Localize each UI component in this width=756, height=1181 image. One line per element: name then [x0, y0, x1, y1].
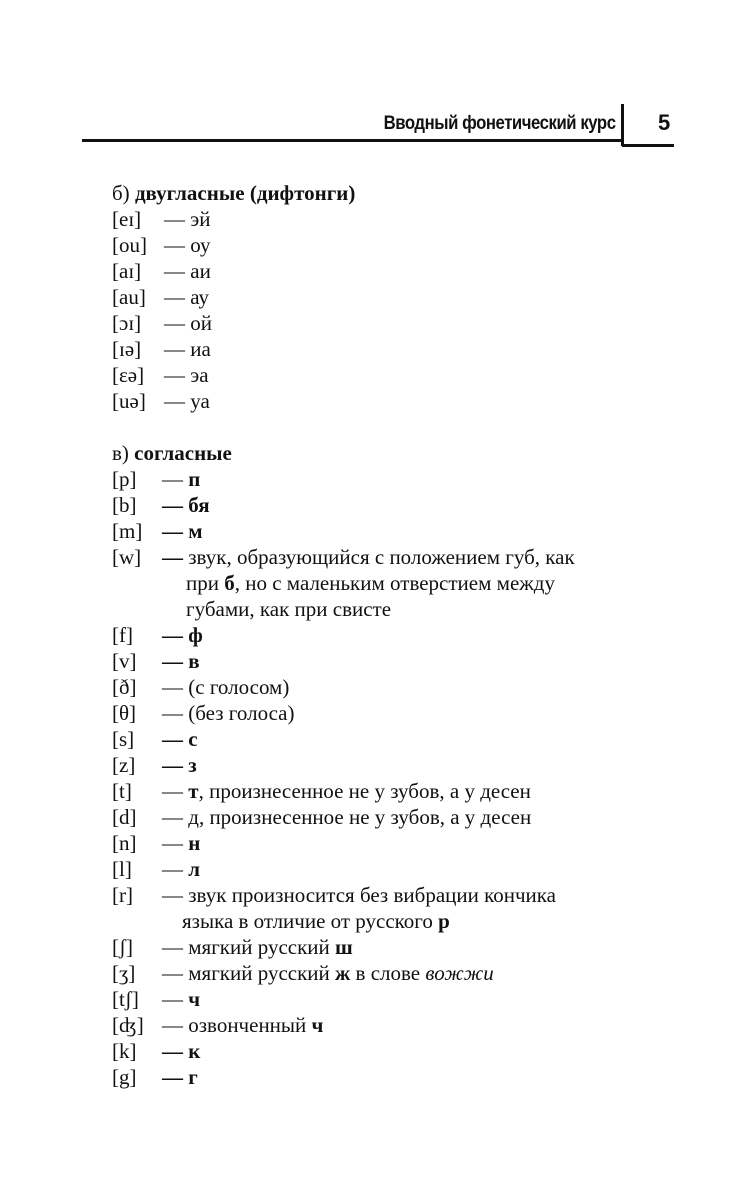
pronunciation-text: ой — [190, 311, 212, 335]
running-header-title: Вводный фонетический курс — [384, 113, 616, 134]
dash: — — [162, 831, 183, 855]
phonetic-symbol: [l] — [112, 857, 132, 881]
phonetic-symbol: [g] — [112, 1065, 137, 1089]
text-bold: р — [438, 909, 450, 933]
pronunciation — [164, 310, 712, 336]
dash: — — [162, 675, 183, 699]
dash: — — [164, 311, 185, 335]
consonant-row — [112, 1064, 712, 1090]
text-italic: вожжи — [425, 961, 494, 985]
pronunciation-text: ф — [188, 623, 203, 647]
consonant-row — [112, 648, 712, 674]
dash: — — [162, 857, 183, 881]
heading-text: согласные — [134, 441, 232, 465]
pronunciation-text: звук произносится без вибрации кончика — [188, 883, 556, 907]
diphthong-row — [112, 206, 712, 232]
phonetic-symbol: [ɔɪ] — [112, 311, 142, 335]
phonetic-symbol: [s] — [112, 727, 135, 751]
text-part: мягкий русский — [188, 935, 336, 959]
pronunciation-text: иа — [190, 337, 211, 361]
phonetic-symbol: [ɛə] — [112, 363, 145, 387]
pronunciation — [162, 518, 712, 544]
pronunciation-text: звук, образующийся с положением губ, как — [188, 545, 575, 569]
page-number: 5 — [658, 110, 671, 135]
phonetic-symbol: [n] — [112, 831, 137, 855]
pronunciation — [164, 258, 712, 284]
phonetic-symbol: [ou] — [112, 233, 147, 257]
consonant-row — [112, 518, 712, 544]
pronunciation — [164, 362, 712, 388]
dash: — — [162, 649, 183, 673]
phonetic-symbol: [w] — [112, 545, 142, 569]
pronunciation — [162, 1012, 712, 1038]
pronunciation — [162, 856, 712, 882]
dash: — — [164, 259, 185, 283]
consonant-row — [112, 882, 712, 934]
text-part: мягкий русский — [188, 961, 336, 985]
consonant-row — [112, 674, 712, 700]
pronunciation — [162, 752, 712, 778]
diphthong-row — [112, 284, 712, 310]
pronunciation-text: м — [188, 519, 203, 543]
text-part: д — [188, 805, 199, 829]
phonetic-symbol: [aɪ] — [112, 259, 142, 283]
phonetic-symbol: [d] — [112, 805, 137, 829]
pronunciation-text: оу — [190, 233, 211, 257]
heading-text: двугласные (дифтонги) — [134, 181, 356, 205]
phonetic-symbol: [r] — [112, 883, 133, 907]
pronunciation-text: эа — [190, 363, 209, 387]
pronunciation-text: з — [188, 753, 197, 777]
pronunciation — [162, 466, 712, 492]
dash: — — [162, 779, 183, 803]
text-bold: ж — [335, 961, 351, 985]
pronunciation — [162, 934, 712, 960]
dash: — — [164, 285, 185, 309]
consonant-row — [112, 544, 712, 622]
pronunciation — [164, 206, 712, 232]
phonetic-symbol: [p] — [112, 467, 137, 491]
dash: — — [162, 1039, 183, 1063]
pronunciation — [162, 804, 712, 830]
dash: — — [162, 519, 183, 543]
dash: — — [162, 935, 183, 959]
phonetic-content — [112, 180, 712, 1090]
dash: — — [164, 207, 185, 231]
text-part: в слове — [350, 961, 426, 985]
dash: — — [164, 337, 185, 361]
text-part: озвонченный — [188, 1013, 312, 1037]
pronunciation — [162, 960, 712, 986]
dash: — — [162, 1065, 183, 1089]
dash: — — [162, 545, 183, 569]
text-bold: б — [224, 571, 235, 595]
pronunciation — [162, 622, 712, 648]
pronunciation-text: (без голоса) — [188, 701, 295, 725]
pronunciation — [164, 232, 712, 258]
pronunciation-text: (с голосом) — [188, 675, 290, 699]
pronunciation-text: г — [188, 1065, 198, 1089]
dash: — — [162, 805, 183, 829]
text-part: языка в отличие от русского — [182, 909, 439, 933]
pronunciation-continuation — [162, 908, 712, 934]
phonetic-symbol: [ʒ] — [112, 961, 136, 985]
pronunciation — [162, 1038, 712, 1064]
consonant-row — [112, 1038, 712, 1064]
pronunciation-text: бя — [188, 493, 210, 517]
diphthong-row — [112, 310, 712, 336]
pronunciation-continuation — [162, 570, 712, 596]
diphthong-row — [112, 232, 712, 258]
pronunciation-text: аи — [190, 259, 211, 283]
dash: — — [162, 961, 183, 985]
pronunciation-text: ау — [190, 285, 210, 309]
diphthongs-heading — [112, 180, 712, 206]
consonant-row — [112, 700, 712, 726]
consonant-row — [112, 778, 712, 804]
dash: — — [162, 987, 183, 1011]
pronunciation-text: п — [188, 467, 201, 491]
pronunciation-text: , произнесенное не у зубов, а у десен — [198, 805, 532, 829]
pronunciation — [162, 1064, 712, 1090]
phonetic-symbol: [au] — [112, 285, 146, 309]
pronunciation-continuation: губами, как при свисте — [186, 597, 392, 621]
dash: — — [164, 233, 185, 257]
text-bold: ш — [335, 935, 353, 959]
pronunciation — [162, 882, 712, 934]
phonetic-symbol: [tʃ] — [112, 987, 139, 1011]
header-vertical-rule — [621, 104, 624, 146]
consonant-row — [112, 726, 712, 752]
consonant-row — [112, 1012, 712, 1038]
consonant-row — [112, 752, 712, 778]
dash: — — [162, 623, 183, 647]
phonetic-symbol: [b] — [112, 493, 137, 517]
heading-prefix: в) — [112, 441, 129, 465]
pronunciation — [162, 830, 712, 856]
pronunciation — [162, 986, 712, 1012]
pronunciation — [164, 284, 712, 310]
consonant-row — [112, 960, 712, 986]
consonant-row — [112, 986, 712, 1012]
pronunciation-text: ч — [188, 987, 201, 1011]
pronunciation-text: в — [188, 649, 200, 673]
consonant-row — [112, 830, 712, 856]
pronunciation-text: уа — [190, 389, 210, 413]
header-rule-right — [622, 144, 674, 147]
consonant-row — [112, 856, 712, 882]
consonants-heading — [112, 440, 712, 466]
phonetic-symbol: [v] — [112, 649, 137, 673]
section-gap — [112, 414, 712, 440]
text-part: при — [186, 571, 225, 595]
phonetic-symbol: [ɪə] — [112, 337, 142, 361]
dash: — — [162, 493, 183, 517]
dash: — — [162, 467, 183, 491]
dash: — — [162, 701, 183, 725]
dash: — — [164, 363, 185, 387]
phonetic-symbol: [m] — [112, 519, 143, 543]
dash: — — [162, 883, 183, 907]
dash: — — [164, 389, 185, 413]
phonetic-symbol: [uə] — [112, 389, 146, 413]
pronunciation-text: эй — [190, 207, 211, 231]
phonetic-symbol: [θ] — [112, 701, 137, 725]
header-rule — [82, 139, 623, 142]
pronunciation-text: н — [188, 831, 201, 855]
diphthong-row — [112, 258, 712, 284]
pronunciation — [162, 700, 712, 726]
phonetic-symbol: [ʤ] — [112, 1013, 144, 1037]
consonant-row — [112, 934, 712, 960]
phonetic-symbol: [ð] — [112, 675, 137, 699]
pronunciation — [162, 492, 712, 518]
dash: — — [162, 753, 183, 777]
phonetic-symbol: [f] — [112, 623, 133, 647]
diphthong-row — [112, 362, 712, 388]
pronunciation-text: , произнесенное не у зубов, а у десен — [198, 779, 531, 803]
consonant-row — [112, 622, 712, 648]
pronunciation-text: л — [188, 857, 201, 881]
diphthong-row — [112, 336, 712, 362]
pronunciation-text: к — [188, 1039, 201, 1063]
phonetic-symbol: [ʃ] — [112, 935, 133, 959]
pronunciation — [162, 778, 712, 804]
phonetic-symbol: [t] — [112, 779, 132, 803]
phonetic-symbol: [eɪ] — [112, 207, 142, 231]
diphthong-row — [112, 388, 712, 414]
phonetic-symbol: [z] — [112, 753, 136, 777]
text-part: , но с маленьким отверстием между — [234, 571, 555, 595]
dash: — — [162, 1013, 183, 1037]
phonetic-symbol: [k] — [112, 1039, 137, 1063]
pronunciation — [162, 674, 712, 700]
dash: — — [162, 727, 183, 751]
pronunciation — [162, 544, 712, 622]
consonant-row — [112, 466, 712, 492]
text-bold: т — [188, 779, 199, 803]
consonant-row — [112, 492, 712, 518]
text-bold: ч — [311, 1013, 324, 1037]
pronunciation — [162, 648, 712, 674]
pronunciation — [164, 388, 712, 414]
pronunciation — [164, 336, 712, 362]
consonant-row — [112, 804, 712, 830]
pronunciation — [162, 726, 712, 752]
pronunciation-text: с — [188, 727, 198, 751]
heading-prefix: б) — [112, 181, 130, 205]
